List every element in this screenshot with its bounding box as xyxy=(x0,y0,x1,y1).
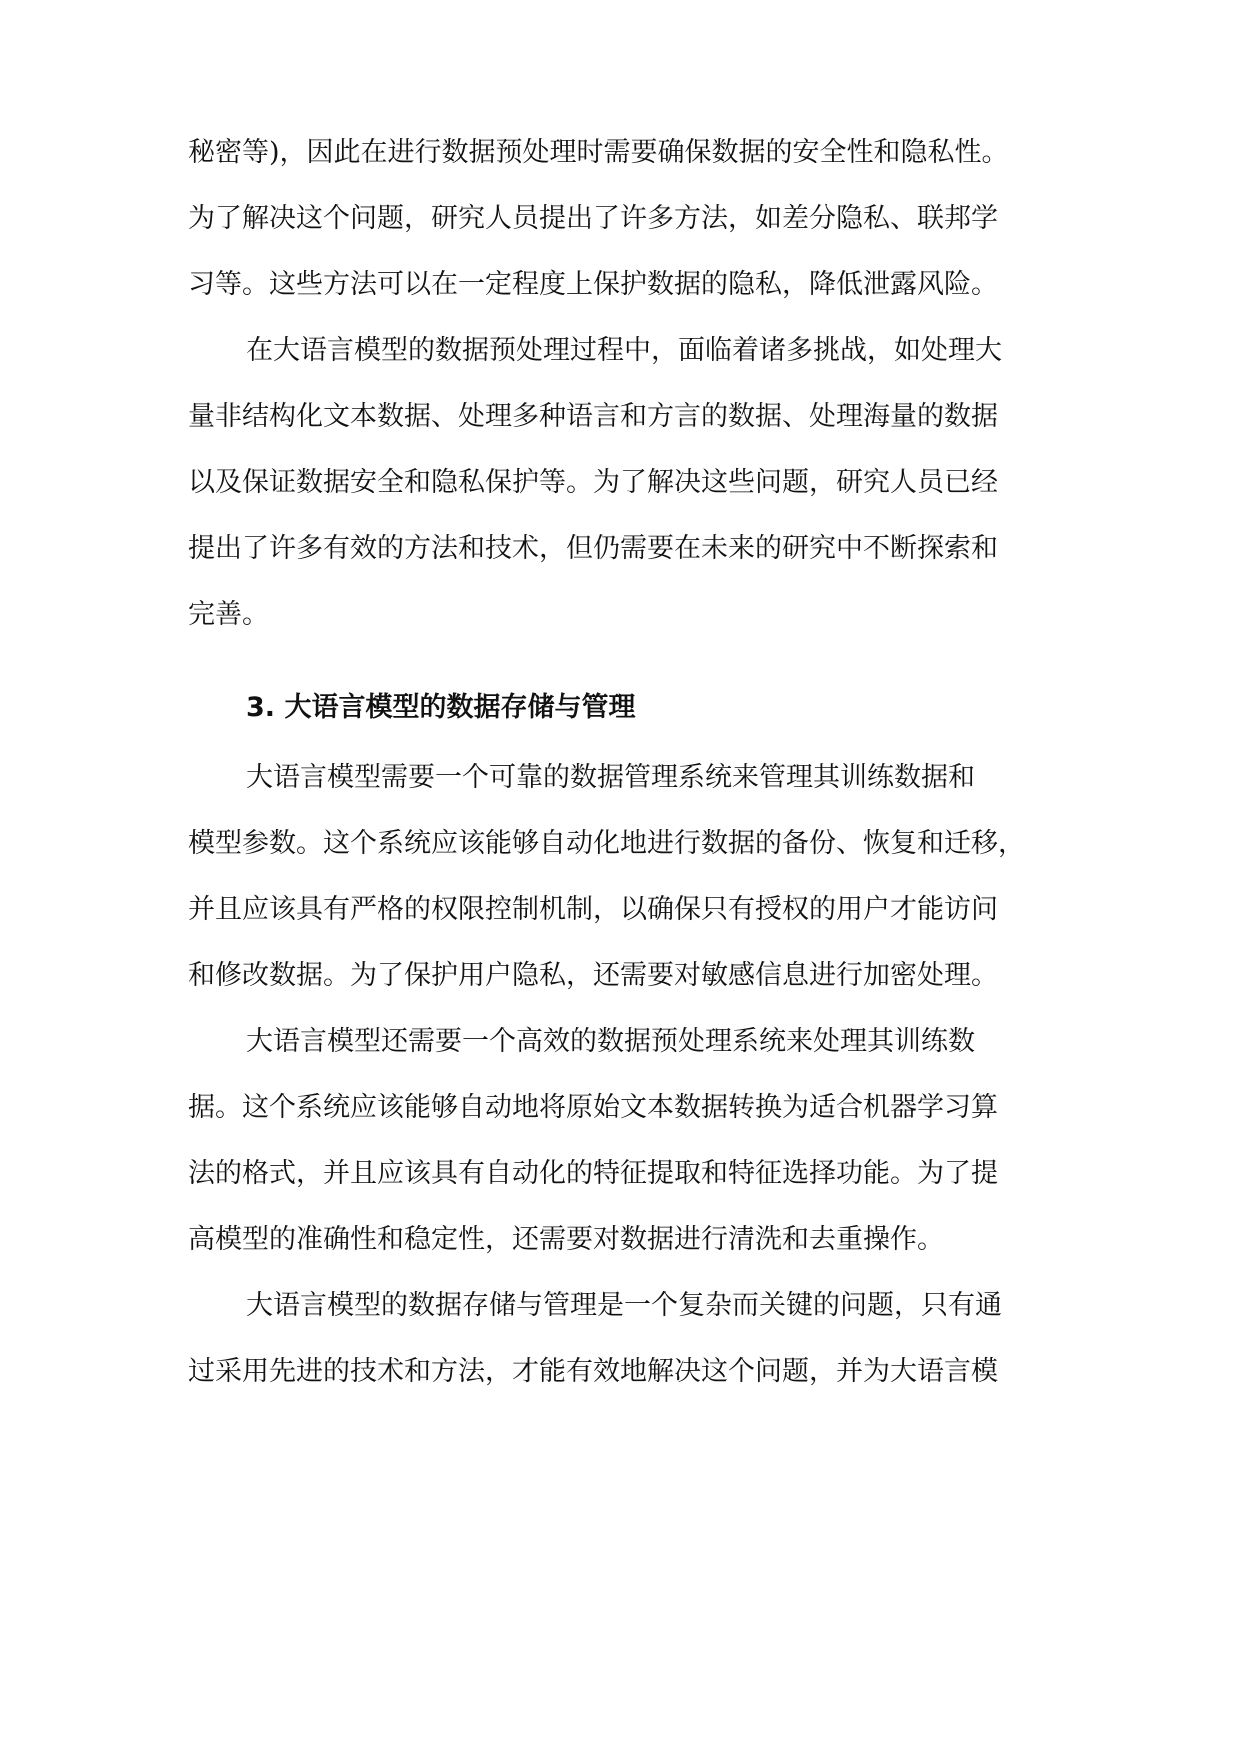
text-line: 在大语言模型的数据预处理过程中，面临着诸多挑战，如处理大 xyxy=(246,335,1002,366)
text-line: 秘密等)，因此在进行数据预处理时需要确保数据的安全性和隐私性。 xyxy=(188,137,1009,168)
text-line: 高模型的准确性和稳定性，还需要对数据进行清洗和去重操作。 xyxy=(188,1224,944,1255)
text-line: 大语言模型需要一个可靠的数据管理系统来管理其训练数据和 xyxy=(246,762,975,793)
text-line: 大语言模型的数据存储与管理是一个复杂而关键的问题，只有通 xyxy=(246,1290,1002,1321)
text-line: 过采用先进的技术和方法，才能有效地解决这个问题，并为大语言模 xyxy=(188,1356,998,1387)
text-line: 为了解决这个问题，研究人员提出了许多方法，如差分隐私、联邦学 xyxy=(188,203,998,234)
text-line: 大语言模型还需要一个高效的数据预处理系统来处理其训练数 xyxy=(246,1026,975,1057)
text-line: 据。这个系统应该能够自动地将原始文本数据转换为适合机器学习算 xyxy=(188,1092,998,1123)
section-heading: 3. 大语言模型的数据存储与管理 xyxy=(246,692,636,723)
text-line: 模型参数。这个系统应该能够自动化地进行数据的备份、恢复和迁移， xyxy=(188,828,1025,859)
text-line: 和修改数据。为了保护用户隐私，还需要对敏感信息进行加密处理。 xyxy=(188,960,998,991)
text-line: 并且应该具有严格的权限控制机制，以确保只有授权的用户才能访问 xyxy=(188,894,998,925)
text-line: 提出了许多有效的方法和技术，但仍需要在未来的研究中不断探索和 xyxy=(188,533,998,564)
text-line: 量非结构化文本数据、处理多种语言和方言的数据、处理海量的数据 xyxy=(188,401,998,432)
text-line: 完善。 xyxy=(188,599,269,630)
text-line: 习等。这些方法可以在一定程度上保护数据的隐私，降低泄露风险。 xyxy=(188,269,998,300)
text-line: 法的格式，并且应该具有自动化的特征提取和特征选择功能。为了提 xyxy=(188,1158,998,1189)
text-line: 以及保证数据安全和隐私保护等。为了解决这些问题，研究人员已经 xyxy=(188,467,998,498)
